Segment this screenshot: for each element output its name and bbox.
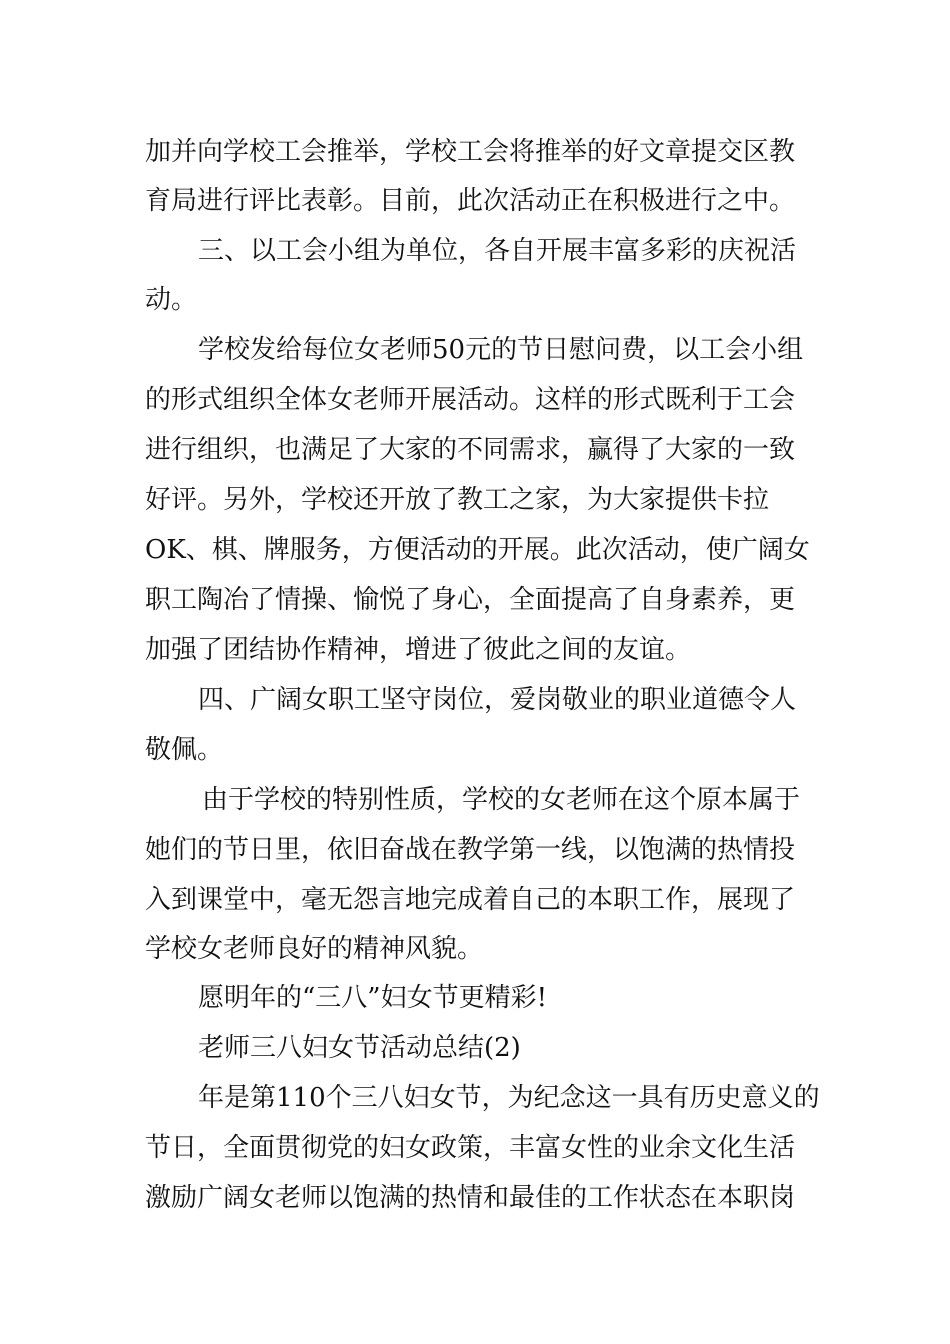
- section-heading-3: 三、以工会小组为单位，各自开展丰富多彩的庆祝活: [198, 236, 797, 266]
- text-line-15: 她们的节日里，依旧奋战在教学第一线，以饱满的热情投: [145, 835, 796, 865]
- section-heading-4: 四、广阔女职工坚守岗位，爱岗敬业的职业道德令人: [198, 685, 797, 715]
- text-line-10: 职工陶冶了情操、愉悦了身心，全面提高了自身素养，更: [145, 585, 796, 615]
- section-heading-4-cont: 敬佩。: [145, 735, 224, 765]
- text-line-2: 育局进行评比表彰。目前，此次活动正在积极进行之中。: [145, 186, 796, 216]
- text-line-6: 的形式组织全体女老师开展活动。这样的形式既利于工会: [145, 385, 796, 415]
- text-line-14: 由于学校的特别性质，学校的女老师在这个原本属于: [202, 785, 801, 815]
- text-line-16: 入到课堂中，毫无怨言地完成着自己的本职工作，展现了: [145, 885, 796, 915]
- text-line-8: 好评。另外，学校还开放了教工之家，为大家提供卡拉: [145, 485, 770, 515]
- text-line-5: 学校发给每位女老师50元的节日慰问费，以工会小组: [198, 335, 804, 365]
- text-line-7: 进行组织，也满足了大家的不同需求，赢得了大家的一致: [145, 435, 796, 465]
- closing-wish: 愿明年的“三八”妇女节更精彩!: [198, 983, 548, 1013]
- subtitle-summary-2: 老师三八妇女节活动总结(2): [198, 1033, 521, 1063]
- text-line-21: 节日，全面贯彻党的妇女政策，丰富女性的业余文化生活: [145, 1133, 796, 1163]
- text-line-17: 学校女老师良好的精神风貌。: [145, 934, 484, 964]
- text-line-20: 年是第110个三八妇女节，为纪念这一具有历史意义的: [198, 1083, 820, 1113]
- text-line-11: 加强了团结协作精神，增进了彼此之间的友谊。: [145, 635, 692, 665]
- section-heading-3-cont: 动。: [145, 285, 198, 315]
- text-line-22: 激励广阔女老师以饱满的热情和最佳的工作状态在本职岗: [145, 1183, 796, 1213]
- text-line-9: OK、棋、牌服务，方便活动的开展。此次活动，使广阔女: [145, 535, 810, 565]
- text-line-1: 加并向学校工会推举，学校工会将推举的好文章提交区教: [145, 137, 796, 167]
